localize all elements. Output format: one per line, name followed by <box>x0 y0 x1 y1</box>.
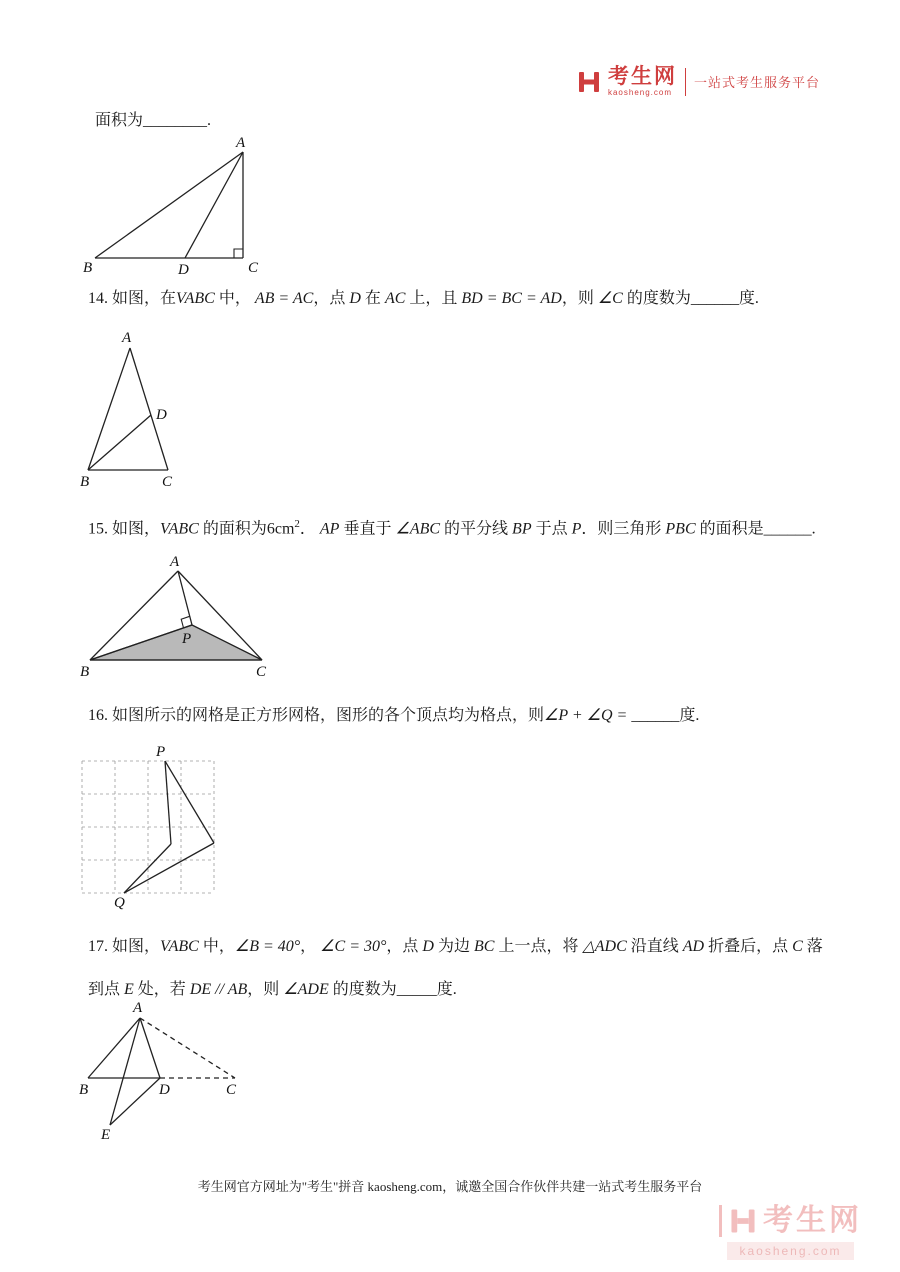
vertex-label-d: D <box>156 407 167 423</box>
watermark-divider-bar <box>719 1205 722 1237</box>
vertex-label-q: Q <box>114 895 125 911</box>
brand-text-block <box>608 66 677 97</box>
vertex-label-a: A <box>133 1000 143 1016</box>
watermark-logo <box>719 1205 862 1260</box>
problem-13-tail-text: 面积为________. <box>95 112 212 129</box>
problem-15-figure <box>78 555 288 685</box>
brand-tagline: 一站式考生服务平台 <box>693 75 820 90</box>
watermark-h-icon <box>728 1206 758 1236</box>
footer-text: 考生网官方网址为"考生"拼音 kaosheng.com，诚邀全国合作伙伴共建一站式考生服务平台 <box>197 1179 703 1194</box>
solid-edges <box>88 1018 160 1125</box>
header-logo <box>576 66 820 97</box>
brand-h-icon <box>576 69 602 95</box>
problem-14-figure <box>78 330 198 495</box>
vertex-label-a: A <box>122 330 132 346</box>
brand-divider <box>685 68 686 96</box>
square-grid <box>82 761 214 893</box>
vertex-label-b: B <box>80 664 90 680</box>
vertex-label-b: B <box>79 1082 89 1098</box>
triangle-abc <box>95 152 243 258</box>
vertex-label-b: B <box>83 260 93 276</box>
vertex-label-c: C <box>226 1082 237 1098</box>
vertex-label-c: C <box>256 664 267 680</box>
vertex-label-p: P <box>156 744 166 760</box>
problem-17-text: 17. 如图，VABC 中，∠B = 40°， ∠C = 30°，点 D 为边 BC 上一点，将 △ADC 沿直线 AD 折叠后，点 C 落到点 E 处，若 DE // AB，则 ∠ADE 的度数为_____度. <box>88 938 823 998</box>
brand-name: 考生网 <box>607 64 677 88</box>
vertex-label-a: A <box>236 135 246 151</box>
watermark-brand-name: 考生网 <box>763 1204 862 1237</box>
dashed-edges <box>140 1018 235 1078</box>
vertex-label-c: C <box>162 474 173 490</box>
vertex-label-d: D <box>178 262 189 278</box>
problem-14-text: 14. 如图，在VABC 中， AB = AC，点 D 在 AC 上，且 BD = BC = AD，则 ∠C 的度数为______度. <box>88 290 759 307</box>
problem-15-text: 15. 如图，VABC 的面积为$6cm^2$． AP 垂直于 ∠ABC 的平分线 BP 于点 P．则三角形 PBC 的面积是______. <box>88 518 816 538</box>
problem-17-figure <box>76 1000 256 1145</box>
problem-16-figure <box>76 746 226 912</box>
vertex-label-d: D <box>159 1082 170 1098</box>
brand-domain: kaosheng.com <box>607 88 673 97</box>
vertex-label-b: B <box>80 474 90 490</box>
vertex-label-e: E <box>101 1127 111 1143</box>
problem-13-figure <box>78 133 278 283</box>
problem-16-text: 16. 如图所示的网格是正方形网格，图形的各个顶点均为格点，则∠P + ∠Q = ______度. <box>88 707 700 724</box>
watermark-top-row <box>719 1205 862 1237</box>
watermark-domain: kaosheng.com <box>727 1242 853 1260</box>
vertex-label-a: A <box>170 554 180 570</box>
vertex-label-c: C <box>248 260 259 276</box>
right-angle-mark <box>234 249 243 258</box>
vertex-label-p: P <box>182 631 192 647</box>
